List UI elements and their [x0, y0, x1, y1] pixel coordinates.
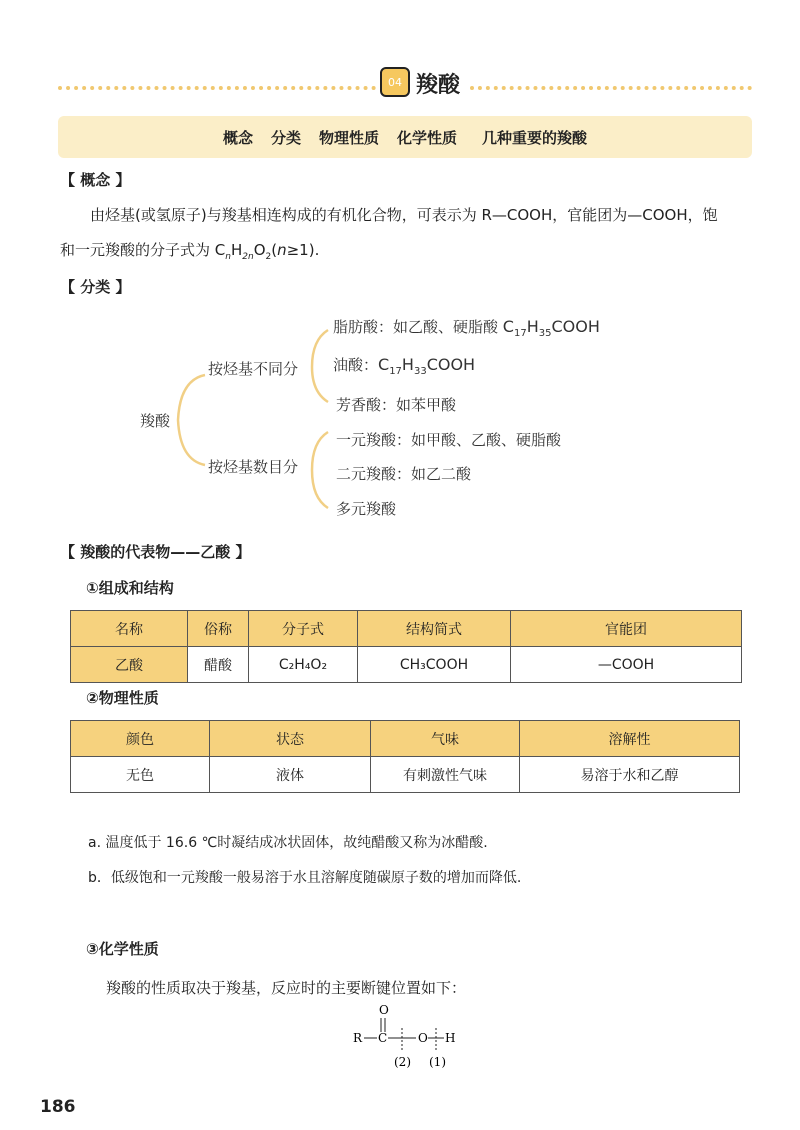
table-cell: 易溶于水和乙醇: [520, 757, 740, 793]
note-a: a. 温度低于 16.6 ℃时凝结成冰状固体，故纯醋酸又称为冰醋酸.: [88, 835, 488, 851]
table-cell: —COOH: [511, 647, 742, 683]
brace-branch-1: [312, 330, 328, 402]
table-cell: CH₃COOH: [358, 647, 511, 683]
hydrogen-atom: H: [445, 1031, 456, 1045]
classification-root: 羧酸: [140, 412, 171, 430]
table-row: [71, 757, 740, 793]
table-header-cell: 俗称: [188, 611, 249, 647]
hydroxyl-oxygen: O: [418, 1031, 428, 1045]
class-item-oleic-acid: 油酸：$C_{17}H_{33}COOH$: [333, 355, 476, 377]
r-group: R: [353, 1031, 363, 1045]
banner-item: 分类: [270, 128, 301, 147]
table-header-cell: 官能团: [511, 611, 742, 647]
concept-heading: 【 概念 】: [60, 171, 131, 189]
class-item-monocarboxylic: 一元羧酸：如甲酸、乙酸、硬脂酸: [336, 431, 562, 449]
subsection-chemical: ③化学性质: [86, 940, 159, 958]
class-item-polycarboxylic: 多元羧酸: [336, 500, 397, 518]
table-header-cell: 溶解性: [520, 721, 740, 757]
chapter-number-badge: 04: [380, 67, 410, 97]
classification-branch-2: 按烃基数目分: [208, 458, 299, 476]
classification-branch-1: 按烃基不同分: [208, 360, 299, 378]
table-cell: 有刺激性气味: [371, 757, 520, 793]
subsection-composition: ①组成和结构: [86, 579, 174, 597]
table-header-cell: 状态: [210, 721, 371, 757]
banner-item: 物理性质: [318, 128, 379, 147]
note-b: b．低级饱和一元羧酸一般易溶于水且溶解度随碳原子数的增加而降低.: [88, 870, 522, 886]
chapter-title: 羧酸: [416, 73, 461, 98]
brace-root: [178, 375, 205, 465]
table-cell: 醋酸: [188, 647, 249, 683]
table-header-cell: 分子式: [249, 611, 358, 647]
banner-item: 几种重要的羧酸: [482, 128, 588, 147]
table-header-row: [71, 721, 740, 757]
representative-heading: 【 羧酸的代表物——乙酸 】: [60, 543, 251, 561]
table-header-cell: 名称: [71, 611, 188, 647]
composition-table: [70, 610, 742, 683]
brace-branch-2: [312, 432, 328, 508]
concept-line-2: 和一元羧酸的分子式为 $C_nH_{2n}O_2(n\ge 1)$.: [60, 241, 320, 262]
table-header-cell: 颜色: [71, 721, 210, 757]
class-item-aromatic-acid: 芳香酸：如苯甲酸: [336, 396, 457, 414]
page-number: 186: [40, 1097, 76, 1117]
table-header-cell: 气味: [371, 721, 520, 757]
table-cell: 液体: [210, 757, 371, 793]
banner-item: 概念: [222, 128, 253, 147]
classification-heading: 【 分类 】: [60, 278, 131, 296]
class-item-fatty-acid: 脂肪酸：如乙酸、硬脂酸 $C_{17}H_{35}COOH$: [333, 317, 600, 339]
table-cell: 无色: [71, 757, 210, 793]
chemical-description: 羧酸的性质取决于羧基，反应时的主要断键位置如下：: [106, 979, 467, 997]
table-cell: 乙酸: [71, 647, 188, 683]
cleavage-label-1: (1): [429, 1055, 446, 1069]
subsection-physical: ②物理性质: [86, 689, 159, 707]
class-item-dicarboxylic: 二元羧酸：如乙二酸: [336, 465, 472, 483]
carbonyl-oxygen: O: [379, 1003, 389, 1017]
table-row: [71, 647, 742, 683]
table-header-row: [71, 611, 742, 647]
bond-cleavage-diagram: [348, 1000, 488, 1075]
concept-line-1: 由烃基(或氢原子)与羧基相连构成的有机化合物，可表示为 R—COOH，官能团为—COOH，饱: [90, 206, 718, 224]
banner-item: 化学性质: [397, 128, 458, 147]
table-cell: C₂H₄O₂: [249, 647, 358, 683]
table-header-cell: 结构简式: [358, 611, 511, 647]
physical-properties-table: [70, 720, 740, 793]
cleavage-label-2: (2): [394, 1055, 411, 1069]
carbon-atom: C: [378, 1031, 388, 1045]
